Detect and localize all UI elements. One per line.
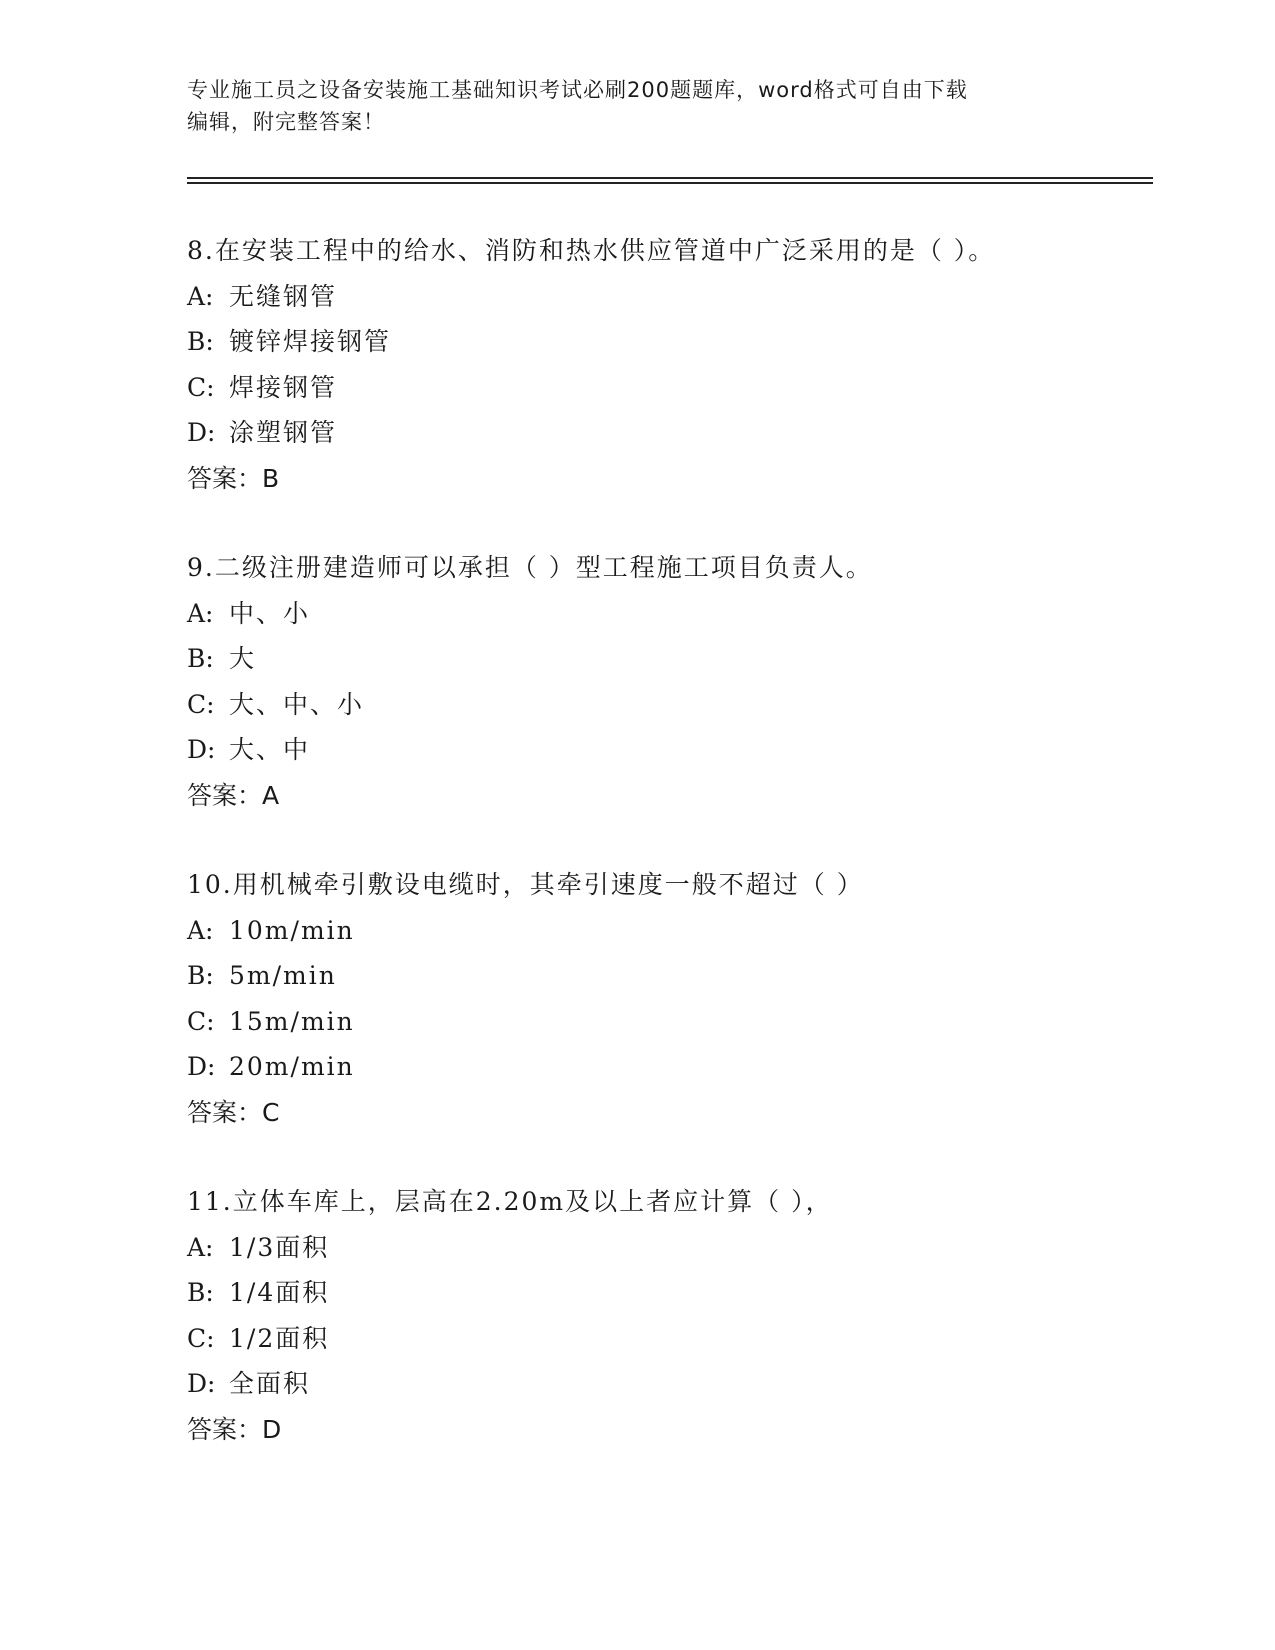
option-text: 15m/min: [229, 1006, 355, 1036]
option-text: 1/4面积: [229, 1278, 330, 1307]
header-line-2: 编辑，附完整答案！: [187, 110, 385, 134]
option-text: 全面积: [229, 1369, 311, 1398]
option-label: A:: [187, 281, 214, 311]
option-a: [187, 274, 1147, 320]
option-c: [187, 1316, 1147, 1362]
option-label: A:: [187, 598, 214, 628]
header-line-1: 专业施工员之设备安装施工基础知识考试必刷200题题库，word格式可自由下载: [187, 78, 968, 102]
option-label: B:: [187, 327, 214, 356]
option-d: [187, 410, 1147, 456]
option-label: D:: [187, 418, 216, 447]
option-label: D:: [187, 735, 216, 764]
option-d: [187, 1361, 1147, 1407]
question-title: 11.立体车库上，层高在2.20m及以上者应计算（ ），: [187, 1187, 833, 1216]
option-d: [187, 727, 1147, 773]
option-text: 焊接钢管: [229, 372, 338, 402]
option-label: C:: [187, 372, 215, 402]
header-divider-bottom: [187, 182, 1153, 184]
option-text: 5m/min: [229, 961, 337, 990]
option-b: [187, 953, 1147, 999]
answer: 答案：C: [187, 1097, 280, 1127]
question-11: [187, 1179, 1147, 1452]
option-text: 大、中、小: [229, 689, 365, 719]
question-9: [187, 545, 1147, 818]
question-8: [187, 228, 1147, 501]
option-b: [187, 636, 1147, 682]
option-a: [187, 1225, 1147, 1271]
answer: 答案：B: [187, 463, 280, 493]
option-text: 1/3面积: [229, 1232, 330, 1262]
option-label: A:: [187, 915, 214, 945]
option-label: B:: [187, 1278, 214, 1307]
option-label: D:: [187, 1052, 216, 1081]
option-label: C:: [187, 1323, 215, 1353]
option-text: 1/2面积: [229, 1323, 330, 1353]
option-c: [187, 682, 1147, 728]
option-text: 大: [229, 644, 257, 673]
option-c: [187, 365, 1147, 411]
option-label: B:: [187, 961, 214, 990]
document-header: [187, 74, 1077, 138]
option-text: 大、中: [229, 735, 311, 764]
option-text: 10m/min: [229, 915, 355, 945]
option-text: 无缝钢管: [229, 281, 338, 311]
option-d: [187, 1044, 1147, 1090]
answer: 答案：A: [187, 780, 280, 810]
option-text: 涂塑钢管: [229, 418, 338, 447]
question-10: [187, 862, 1147, 1135]
option-b: [187, 1270, 1147, 1316]
option-text: 镀锌焊接钢管: [229, 327, 392, 356]
option-text: 中、小: [229, 598, 311, 628]
option-label: D:: [187, 1369, 216, 1398]
option-b: [187, 319, 1147, 365]
question-title: 8.在安装工程中的给水、消防和热水供应管道中广泛采用的是（ ）。: [187, 236, 996, 265]
question-title: 10.用机械牵引敷设电缆时，其牵引速度一般不超过（ ）: [187, 870, 864, 899]
option-label: C:: [187, 1006, 215, 1036]
header-divider-top: [187, 177, 1153, 179]
option-a: [187, 908, 1147, 954]
option-label: B:: [187, 644, 214, 673]
option-label: A:: [187, 1232, 214, 1262]
option-a: [187, 591, 1147, 637]
question-title: 9.二级注册建造师可以承担（ ）型工程施工项目负责人。: [187, 553, 873, 582]
answer: 答案：D: [187, 1414, 282, 1444]
option-label: C:: [187, 689, 215, 719]
option-c: [187, 999, 1147, 1045]
option-text: 20m/min: [229, 1052, 355, 1081]
